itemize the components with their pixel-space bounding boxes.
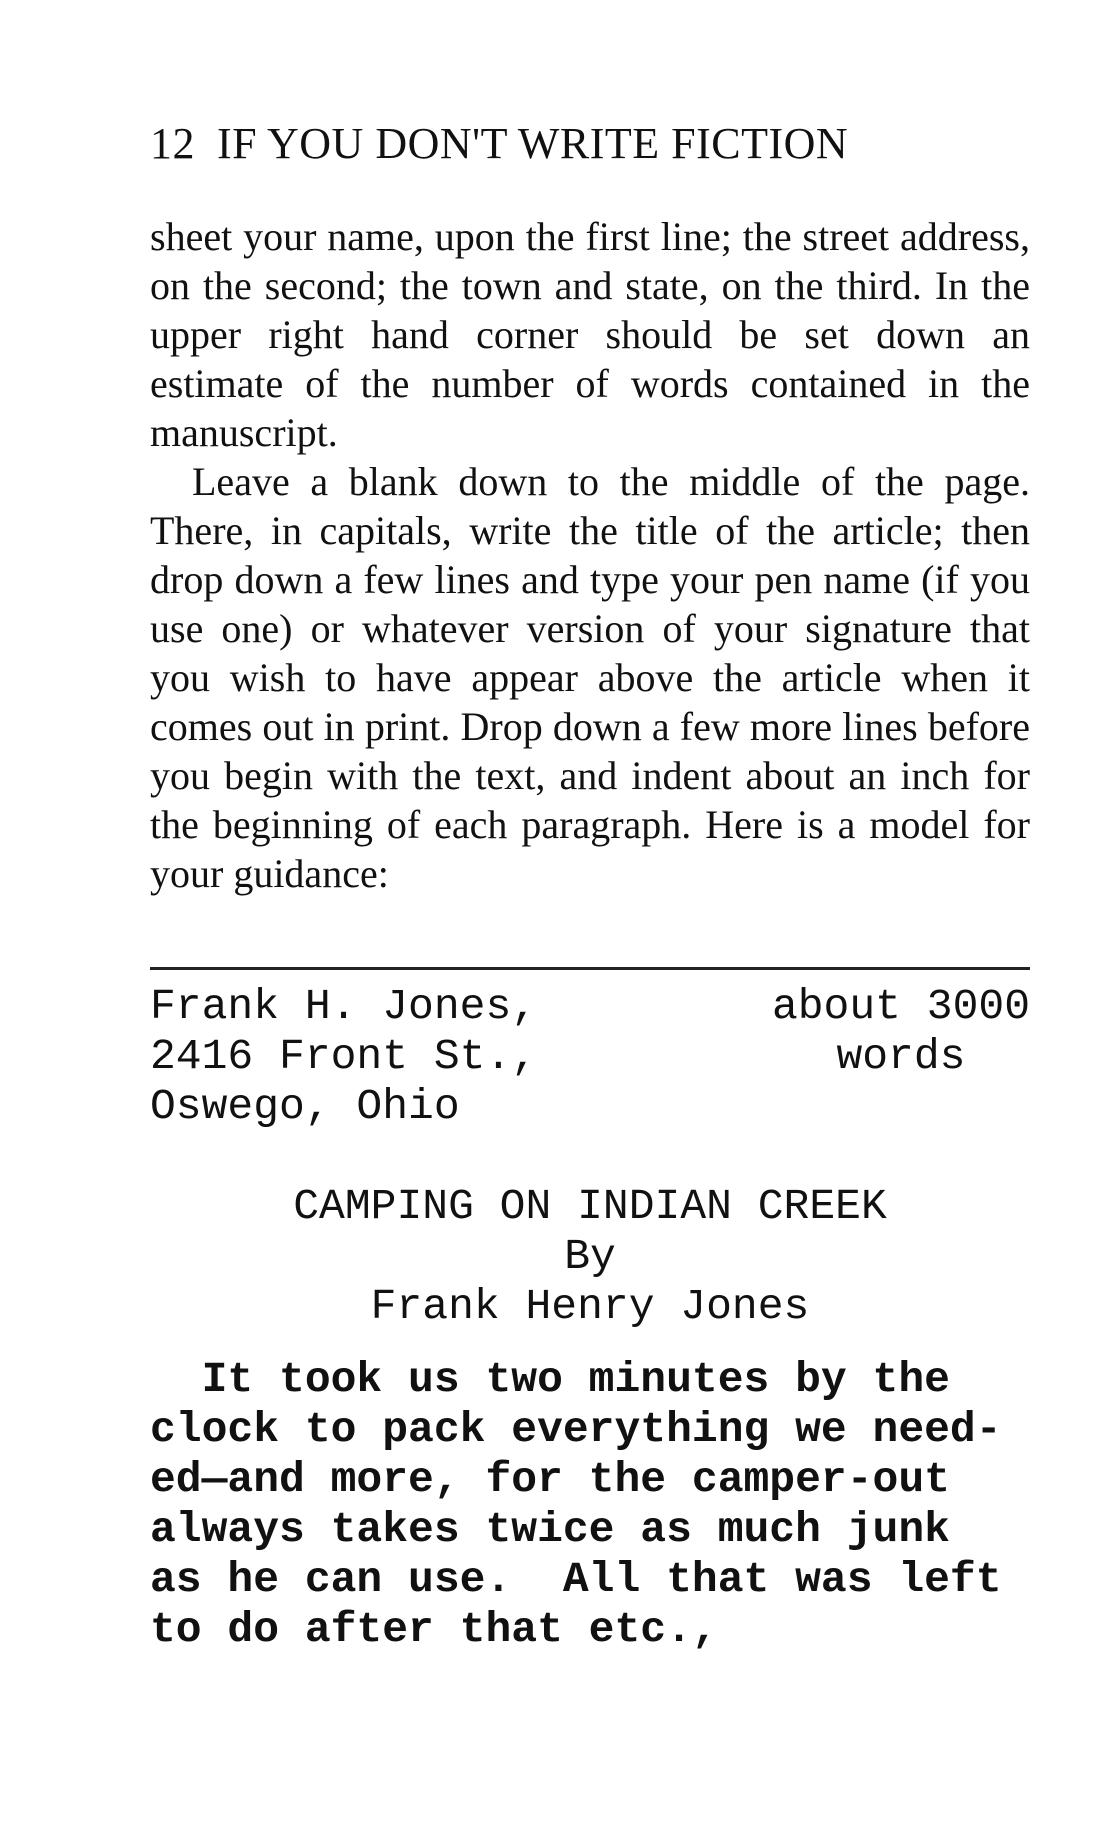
sample-line: clock to pack everything we need- — [150, 1405, 1002, 1454]
model-sample-text — [150, 1355, 1030, 1655]
running-head-title: IF YOU DON'T WRITE FICTION — [217, 119, 849, 168]
model-manuscript-header — [150, 982, 1030, 1142]
address-line-name: Frank H. Jones, — [150, 982, 538, 1031]
byline-name: Frank Henry Jones — [370, 1282, 810, 1331]
byline-by: By — [564, 1232, 616, 1281]
word-count-line-1: about 3000 — [771, 982, 1030, 1031]
article-title: CAMPING ON INDIAN CREEK — [293, 1182, 887, 1231]
model-title-block — [150, 1182, 1030, 1332]
address-line-street: 2416 Front St., — [150, 1032, 538, 1081]
word-count-block — [772, 982, 1030, 1082]
sample-line: ed—and more, for the camper-out — [150, 1455, 950, 1504]
running-head — [150, 118, 848, 169]
word-count-line-2: words — [836, 1032, 966, 1081]
sample-line: always takes twice as much junk — [150, 1505, 950, 1554]
sample-line: as he can use. All that was left — [150, 1555, 1002, 1604]
paragraph-1: sheet your name, upon the first line; the street address, on the second; the town and state, on the third. In the upper right hand corner should be set down an estimate of the number of words contained in the manuscript. — [150, 214, 1030, 455]
author-address-block — [150, 982, 537, 1132]
sample-line: to do after that etc., — [150, 1605, 718, 1654]
sample-line: It took us two minutes by the — [150, 1355, 950, 1404]
address-line-city: Oswego, Ohio — [150, 1082, 460, 1131]
paragraph-2: Leave a blank down to the middle of the page. There, in capitals, write the title of the article; then drop down a few lines and type your pen name (if you use one) or whatever version of your signature that you wish to have appear above the article when it comes out in print. Drop down a few more lines before you begin with the text, and indent about an inch for the beginning of each paragraph. Here is a model for your guidance: — [150, 459, 1030, 896]
page-number: 12 — [150, 119, 195, 168]
horizontal-rule — [150, 967, 1030, 970]
body-text — [150, 212, 1030, 898]
